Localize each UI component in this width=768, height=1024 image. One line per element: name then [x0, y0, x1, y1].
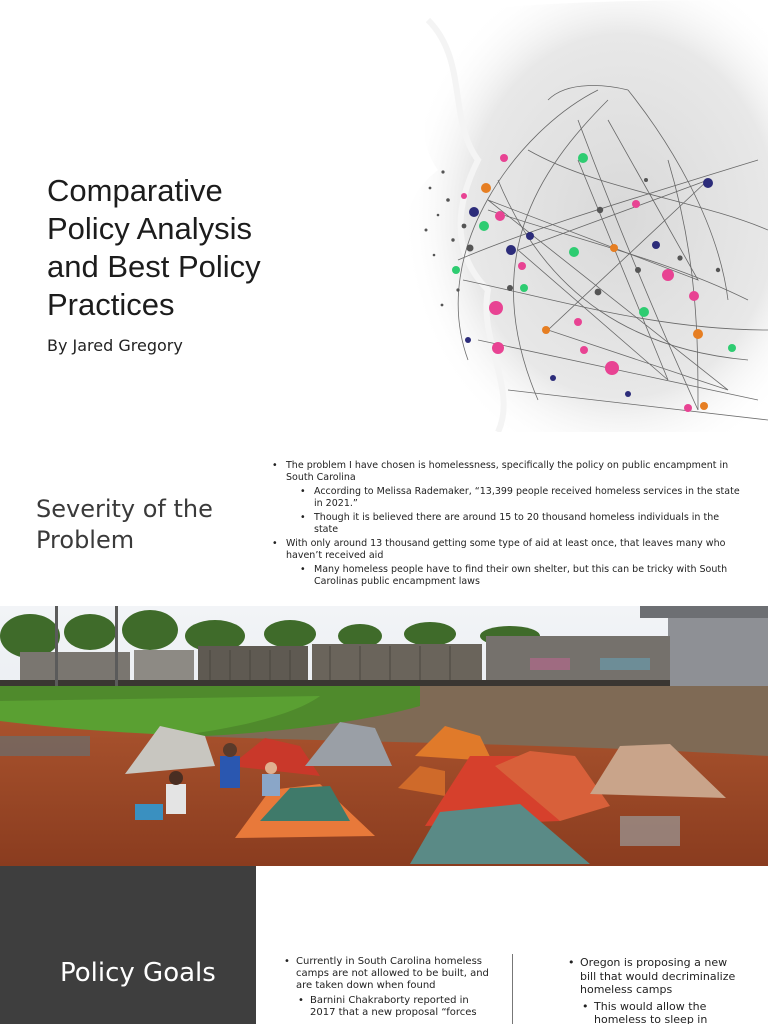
- sub-bullet-item: • According to Melissa Rademaker, “13,399 people received homeless services in the state in 2021.”: [262, 486, 742, 509]
- title-slide: [0, 0, 768, 432]
- slide-heading: Policy Goals: [60, 958, 216, 988]
- heading-panel: [0, 866, 256, 1024]
- bullet-list-right: [566, 956, 746, 1024]
- bullet-item: • Oregon is proposing a new bill that would decriminalize homeless camps: [566, 956, 746, 997]
- column-divider: [512, 954, 513, 1024]
- encampment-photo-slide: [0, 606, 768, 866]
- homeless-encampment-photo: [0, 606, 768, 866]
- bullet-item: • Currently in South Carolina homeless camps are not allowed to be built, and are taken down when found: [282, 956, 492, 992]
- title-line: Practices: [47, 287, 175, 322]
- title-line: Comparative: [47, 173, 223, 208]
- policy-goals-slide: [0, 866, 768, 1024]
- severity-slide: [0, 446, 768, 606]
- bullet-item: • The problem I have chosen is homelessness, specifically the policy on public encampment in South Carolina: [262, 460, 742, 483]
- title-line: Policy Analysis: [47, 211, 253, 246]
- slide-heading: [36, 494, 236, 556]
- author-byline: By Jared Gregory: [47, 336, 183, 355]
- heading-line: Severity of the: [36, 495, 213, 523]
- network-globe-icon: [368, 0, 768, 432]
- title-line: and Best Policy: [47, 249, 261, 284]
- heading-line: Problem: [36, 526, 135, 554]
- bullet-list: [262, 460, 742, 590]
- sub-bullet-item: • This would allow the homeless to sleep in: [566, 1000, 746, 1024]
- presentation-title: [47, 172, 347, 324]
- bullet-item: • With only around 13 thousand getting some type of aid at least once, that leaves many who haven’t received aid: [262, 538, 742, 561]
- sub-bullet-item: • Many homeless people have to find their own shelter, but this can be tricky with South Carolinas public encampment laws: [262, 564, 742, 587]
- bullet-list-left: [282, 956, 492, 1022]
- sub-bullet-item: • Though it is believed there are around 15 to 20 thousand homeless individuals in the state: [262, 512, 742, 535]
- sub-bullet-item: • Barnini Chakraborty reported in 2017 that a new proposal “forces: [282, 995, 492, 1019]
